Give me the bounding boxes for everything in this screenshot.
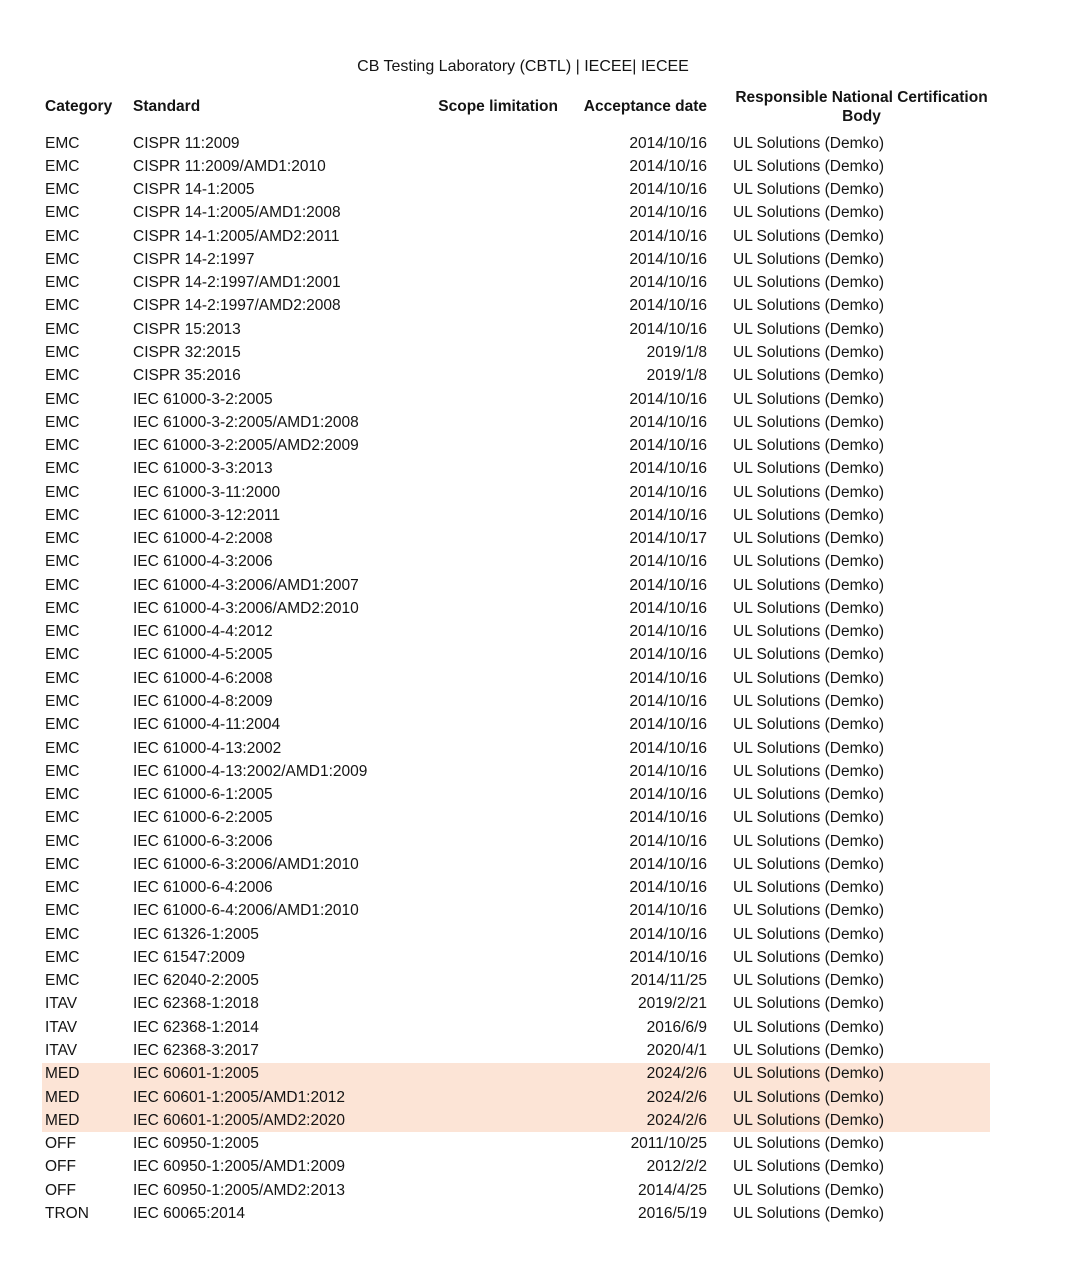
acceptance-date-cell: 2014/10/16 — [629, 786, 707, 804]
acceptance-date-cell: 2014/10/16 — [629, 599, 707, 617]
standard-cell: IEC 61000-4-8:2009 — [133, 693, 273, 710]
rncb-cell: UL Solutions (Demko) — [733, 1111, 885, 1129]
rncb-cell: UL Solutions (Demko) — [733, 390, 885, 408]
acceptance-date-cell: 2014/10/16 — [629, 646, 707, 664]
table-row — [42, 295, 990, 318]
table-row — [42, 714, 990, 737]
acceptance-date-cell: 2014/10/16 — [629, 623, 707, 641]
acceptance-date-cell: 2014/10/16 — [629, 390, 707, 408]
table-row — [42, 528, 990, 551]
category-cell: EMC — [45, 646, 80, 664]
standard-cell: IEC 61000-4-5:2005 — [133, 646, 273, 664]
category-cell: EMC — [45, 530, 80, 548]
standard-cell: IEC 61000-6-2:2005 — [133, 809, 273, 827]
rncb-cell: UL Solutions (Demko) — [733, 297, 885, 315]
standard-cell: IEC 61000-4-3:2006/AMD1:2007 — [133, 576, 359, 594]
column-header-acceptance-date: Acceptance date — [583, 98, 707, 115]
table-row — [42, 1179, 990, 1202]
table-row — [42, 1086, 990, 1109]
standard-cell: IEC 61000-3-11:2000 — [133, 483, 281, 501]
acceptance-date-cell: 2014/10/16 — [629, 320, 707, 338]
acceptance-date-cell: 2014/10/16 — [629, 925, 707, 943]
category-cell: MED — [45, 1111, 80, 1129]
standard-cell: IEC 60950-1:2005/AMD2:2013 — [133, 1181, 345, 1199]
standard-cell: IEC 61000-6-1:2005 — [133, 786, 273, 804]
table-row — [42, 155, 990, 178]
category-cell: EMC — [45, 693, 80, 710]
category-cell: EMC — [45, 739, 80, 757]
category-cell: EMC — [45, 367, 80, 385]
rncb-cell: UL Solutions (Demko) — [733, 576, 885, 594]
category-cell: MED — [45, 1088, 80, 1106]
table-row — [42, 551, 990, 574]
category-cell: EMC — [45, 553, 80, 571]
category-cell: EMC — [45, 506, 80, 524]
standard-cell: IEC 60601-1:2005 — [133, 1065, 259, 1083]
table-row — [42, 248, 990, 271]
acceptance-date-cell: 2014/10/16 — [629, 204, 707, 222]
standard-cell: IEC 62368-1:2018 — [133, 995, 259, 1013]
category-cell: EMC — [45, 157, 80, 175]
standard-cell: IEC 61547:2009 — [133, 948, 246, 966]
standard-cell: IEC 61000-4-11:2004 — [133, 716, 281, 734]
standard-cell: CISPR 14-2:1997/AMD1:2001 — [133, 274, 341, 292]
acceptance-date-cell: 2014/4/25 — [638, 1181, 707, 1199]
standard-cell: IEC 61000-3-3:2013 — [133, 460, 273, 478]
acceptance-date-cell: 2014/10/16 — [629, 483, 707, 501]
table-row — [42, 179, 990, 202]
standard-cell: CISPR 14-1:2005/AMD1:2008 — [133, 204, 341, 222]
rncb-cell: UL Solutions (Demko) — [733, 646, 885, 664]
acceptance-date-cell: 2014/10/16 — [629, 809, 707, 827]
acceptance-date-cell: 2014/10/17 — [629, 530, 707, 548]
column-header-standard: Standard — [133, 98, 201, 115]
standard-cell: IEC 60950-1:2005/AMD1:2009 — [133, 1158, 345, 1176]
table-row — [42, 1016, 990, 1039]
category-cell: EMC — [45, 809, 80, 827]
acceptance-date-cell: 2014/10/16 — [629, 879, 707, 897]
standard-cell: IEC 61000-6-3:2006/AMD1:2010 — [133, 855, 359, 873]
acceptance-date-cell: 2014/10/16 — [629, 762, 707, 780]
category-cell: OFF — [45, 1135, 76, 1153]
category-cell: EMC — [45, 181, 80, 199]
document-title: CB Testing Laboratory (CBTL) | IECEE| IECEE — [357, 58, 689, 75]
table-header-row — [42, 83, 990, 131]
rncb-cell: UL Solutions (Demko) — [733, 948, 885, 966]
rncb-cell: UL Solutions (Demko) — [733, 1018, 885, 1036]
category-cell: EMC — [45, 134, 80, 152]
rncb-cell: UL Solutions (Demko) — [733, 250, 885, 268]
rncb-cell: UL Solutions (Demko) — [733, 832, 885, 850]
standard-cell: IEC 61000-3-12:2011 — [133, 506, 281, 524]
category-cell: EMC — [45, 250, 80, 268]
category-cell: EMC — [45, 972, 80, 990]
category-cell: EMC — [45, 437, 80, 455]
standard-cell: IEC 60065:2014 — [133, 1204, 246, 1222]
table-row — [42, 1063, 990, 1086]
standard-cell: CISPR 35:2016 — [133, 367, 241, 385]
acceptance-date-cell: 2014/10/16 — [629, 669, 707, 687]
rncb-cell: UL Solutions (Demko) — [733, 669, 885, 687]
category-cell: EMC — [45, 204, 80, 222]
rncb-cell: UL Solutions (Demko) — [733, 413, 885, 431]
standard-cell: CISPR 14-1:2005 — [133, 181, 255, 199]
acceptance-date-cell: 2014/10/16 — [629, 948, 707, 966]
rncb-cell: UL Solutions (Demko) — [733, 972, 885, 990]
category-cell: EMC — [45, 460, 80, 478]
acceptance-date-cell: 2014/10/16 — [629, 576, 707, 594]
rncb-cell: UL Solutions (Demko) — [733, 739, 885, 757]
acceptance-date-cell: 2014/10/16 — [629, 855, 707, 873]
table-row — [42, 853, 990, 876]
acceptance-date-cell: 2014/10/16 — [629, 413, 707, 431]
acceptance-date-cell: 2011/10/25 — [630, 1135, 707, 1153]
acceptance-date-cell: 2014/10/16 — [629, 832, 707, 850]
rncb-cell: UL Solutions (Demko) — [733, 460, 885, 478]
standard-cell: CISPR 14-1:2005/AMD2:2011 — [133, 227, 340, 245]
category-cell: EMC — [45, 297, 80, 315]
rncb-cell: UL Solutions (Demko) — [733, 623, 885, 641]
category-cell: EMC — [45, 762, 80, 780]
category-cell: EMC — [45, 599, 80, 617]
table-row — [42, 504, 990, 527]
table-row — [42, 597, 990, 620]
table-row — [42, 993, 990, 1016]
table-row — [42, 1109, 990, 1132]
category-cell: EMC — [45, 832, 80, 850]
acceptance-date-cell: 2014/10/16 — [629, 227, 707, 245]
column-header-category: Category — [45, 98, 113, 115]
rncb-cell: UL Solutions (Demko) — [733, 1041, 885, 1059]
category-cell: ITAV — [45, 1041, 78, 1059]
rncb-cell: UL Solutions (Demko) — [733, 1204, 885, 1222]
acceptance-date-cell: 2014/10/16 — [629, 460, 707, 478]
acceptance-date-cell: 2014/10/16 — [629, 739, 707, 757]
rncb-cell: UL Solutions (Demko) — [733, 1088, 885, 1106]
table-row — [42, 830, 990, 853]
table-row — [42, 877, 990, 900]
standard-cell: IEC 61000-4-4:2012 — [133, 623, 273, 641]
rncb-cell: UL Solutions (Demko) — [733, 553, 885, 571]
acceptance-date-cell: 2019/1/8 — [646, 367, 707, 385]
standard-cell: IEC 60950-1:2005 — [133, 1135, 259, 1153]
table-row — [42, 202, 990, 225]
table-row — [42, 411, 990, 434]
acceptance-date-cell: 2014/10/16 — [629, 181, 707, 199]
table-row — [42, 667, 990, 690]
rncb-cell: UL Solutions (Demko) — [733, 925, 885, 943]
table-row — [42, 434, 990, 457]
category-cell: EMC — [45, 623, 80, 641]
category-cell: EMC — [45, 274, 80, 292]
standard-cell: IEC 61326-1:2005 — [133, 925, 259, 943]
category-cell: EMC — [45, 879, 80, 897]
acceptance-date-cell: 2014/11/25 — [630, 972, 707, 990]
acceptance-date-cell: 2014/10/16 — [629, 553, 707, 571]
acceptance-date-cell: 2024/2/6 — [646, 1065, 707, 1083]
standard-cell: IEC 61000-4-13:2002/AMD1:2009 — [133, 762, 368, 780]
table-row — [42, 1202, 990, 1225]
standard-cell: CISPR 14-2:1997 — [133, 250, 255, 268]
category-cell: EMC — [45, 786, 80, 804]
category-cell: EMC — [45, 227, 80, 245]
rncb-cell: UL Solutions (Demko) — [733, 1158, 885, 1176]
standard-cell: IEC 61000-3-2:2005 — [133, 390, 273, 408]
table-row — [42, 690, 990, 713]
standard-cell: IEC 61000-6-4:2006 — [133, 879, 273, 897]
category-cell: EMC — [45, 344, 80, 362]
table-row — [42, 574, 990, 597]
rncb-cell: UL Solutions (Demko) — [733, 506, 885, 524]
rncb-cell: UL Solutions (Demko) — [733, 483, 885, 501]
standard-cell: IEC 62368-1:2014 — [133, 1018, 259, 1036]
acceptance-date-cell: 2014/10/16 — [629, 134, 707, 152]
category-cell: EMC — [45, 483, 80, 501]
acceptance-date-cell: 2019/1/8 — [646, 344, 707, 362]
table-row — [42, 225, 990, 248]
category-cell: OFF — [45, 1158, 76, 1176]
acceptance-date-cell: 2014/10/16 — [629, 274, 707, 292]
category-cell: MED — [45, 1065, 80, 1083]
table-row — [42, 272, 990, 295]
category-cell: EMC — [45, 390, 80, 408]
category-cell: EMC — [45, 716, 80, 734]
standard-cell: CISPR 32:2015 — [133, 344, 241, 362]
table-row — [42, 1156, 990, 1179]
category-cell: EMC — [45, 413, 80, 431]
standard-cell: CISPR 15:2013 — [133, 320, 241, 338]
rncb-cell: UL Solutions (Demko) — [733, 437, 885, 455]
table-row — [42, 318, 990, 341]
table-row — [42, 760, 990, 783]
standard-cell: IEC 62040-2:2005 — [133, 972, 259, 990]
standard-cell: IEC 61000-4-2:2008 — [133, 530, 273, 548]
standard-cell: IEC 61000-3-2:2005/AMD1:2008 — [133, 413, 359, 431]
standard-cell: IEC 61000-6-3:2006 — [133, 832, 273, 850]
table-row — [42, 365, 990, 388]
standard-cell: IEC 61000-4-13:2002 — [133, 739, 282, 757]
standard-cell: CISPR 11:2009/AMD1:2010 — [133, 157, 326, 175]
acceptance-date-cell: 2016/6/9 — [646, 1018, 707, 1036]
rncb-cell: UL Solutions (Demko) — [733, 599, 885, 617]
table-row — [42, 1132, 990, 1155]
standard-cell: CISPR 14-2:1997/AMD2:2008 — [133, 297, 341, 315]
rncb-cell: UL Solutions (Demko) — [733, 762, 885, 780]
rncb-cell: UL Solutions (Demko) — [733, 786, 885, 804]
rncb-cell: UL Solutions (Demko) — [733, 134, 885, 152]
rncb-cell: UL Solutions (Demko) — [733, 530, 885, 548]
standard-cell: IEC 60601-1:2005/AMD2:2020 — [133, 1111, 345, 1129]
acceptance-date-cell: 2014/10/16 — [629, 250, 707, 268]
table-row — [42, 621, 990, 644]
rncb-cell: UL Solutions (Demko) — [733, 1065, 885, 1083]
acceptance-date-cell: 2014/10/16 — [629, 902, 707, 920]
acceptance-date-cell: 2014/10/16 — [629, 297, 707, 315]
rncb-cell: UL Solutions (Demko) — [733, 204, 885, 222]
table-row — [42, 481, 990, 504]
category-cell: ITAV — [45, 1018, 78, 1036]
acceptance-date-cell: 2014/10/16 — [629, 157, 707, 175]
column-header-scope-limitation: Scope limitation — [438, 98, 558, 115]
category-cell: EMC — [45, 902, 80, 920]
category-cell: EMC — [45, 855, 80, 873]
table-row — [42, 458, 990, 481]
table-row — [42, 388, 990, 411]
acceptance-date-cell: 2020/4/1 — [646, 1041, 707, 1059]
standard-cell: IEC 61000-4-6:2008 — [133, 669, 273, 687]
table-row — [42, 737, 990, 760]
rncb-cell: UL Solutions (Demko) — [733, 157, 885, 175]
rncb-cell: UL Solutions (Demko) — [733, 367, 885, 385]
table-row — [42, 807, 990, 830]
rncb-cell: UL Solutions (Demko) — [733, 181, 885, 199]
standard-cell: IEC 62368-3:2017 — [133, 1041, 259, 1059]
acceptance-date-cell: 2012/2/2 — [646, 1158, 707, 1176]
table-row — [42, 341, 990, 364]
standard-cell: IEC 60601-1:2005/AMD1:2012 — [133, 1088, 345, 1106]
acceptance-date-cell: 2014/10/16 — [629, 693, 707, 710]
rncb-cell: UL Solutions (Demko) — [733, 344, 885, 362]
acceptance-date-cell: 2019/2/21 — [638, 995, 707, 1013]
category-cell: OFF — [45, 1181, 76, 1199]
acceptance-date-cell: 2024/2/6 — [646, 1111, 707, 1129]
table-row — [42, 132, 990, 155]
rncb-cell: UL Solutions (Demko) — [733, 274, 885, 292]
category-cell: EMC — [45, 925, 80, 943]
rncb-cell: UL Solutions (Demko) — [733, 855, 885, 873]
table-row — [42, 970, 990, 993]
acceptance-date-cell: 2014/10/16 — [629, 716, 707, 734]
standard-cell: IEC 61000-4-3:2006 — [133, 553, 273, 571]
rncb-cell: UL Solutions (Demko) — [733, 1135, 885, 1153]
rncb-cell: UL Solutions (Demko) — [733, 693, 885, 710]
category-cell: EMC — [45, 948, 80, 966]
table-row — [42, 644, 990, 667]
table-row — [42, 783, 990, 806]
table-row — [42, 1039, 990, 1062]
standard-cell: IEC 61000-6-4:2006/AMD1:2010 — [133, 902, 359, 920]
acceptance-date-cell: 2024/2/6 — [646, 1088, 707, 1106]
acceptance-date-cell: 2014/10/16 — [629, 506, 707, 524]
rncb-cell: UL Solutions (Demko) — [733, 227, 885, 245]
category-cell: EMC — [45, 320, 80, 338]
standard-cell: CISPR 11:2009 — [133, 134, 240, 152]
rncb-cell: UL Solutions (Demko) — [733, 902, 885, 920]
standard-cell: IEC 61000-4-3:2006/AMD2:2010 — [133, 599, 359, 617]
rncb-cell: UL Solutions (Demko) — [733, 716, 885, 734]
rncb-cell: UL Solutions (Demko) — [733, 995, 885, 1013]
table-row — [42, 900, 990, 923]
rncb-cell: UL Solutions (Demko) — [733, 809, 885, 827]
rncb-cell: UL Solutions (Demko) — [733, 320, 885, 338]
category-cell: ITAV — [45, 995, 78, 1013]
rncb-cell: UL Solutions (Demko) — [733, 879, 885, 897]
table-row — [42, 946, 990, 969]
table-row — [42, 923, 990, 946]
rncb-cell: UL Solutions (Demko) — [733, 1181, 885, 1199]
category-cell: TRON — [45, 1204, 89, 1222]
table-body — [42, 132, 990, 1225]
category-cell: EMC — [45, 669, 80, 687]
acceptance-date-cell: 2016/5/19 — [638, 1204, 707, 1222]
column-header-rncb: Responsible National Certification Body — [735, 89, 988, 125]
category-cell: EMC — [45, 576, 80, 594]
standard-cell: IEC 61000-3-2:2005/AMD2:2009 — [133, 437, 359, 455]
acceptance-date-cell: 2014/10/16 — [629, 437, 707, 455]
